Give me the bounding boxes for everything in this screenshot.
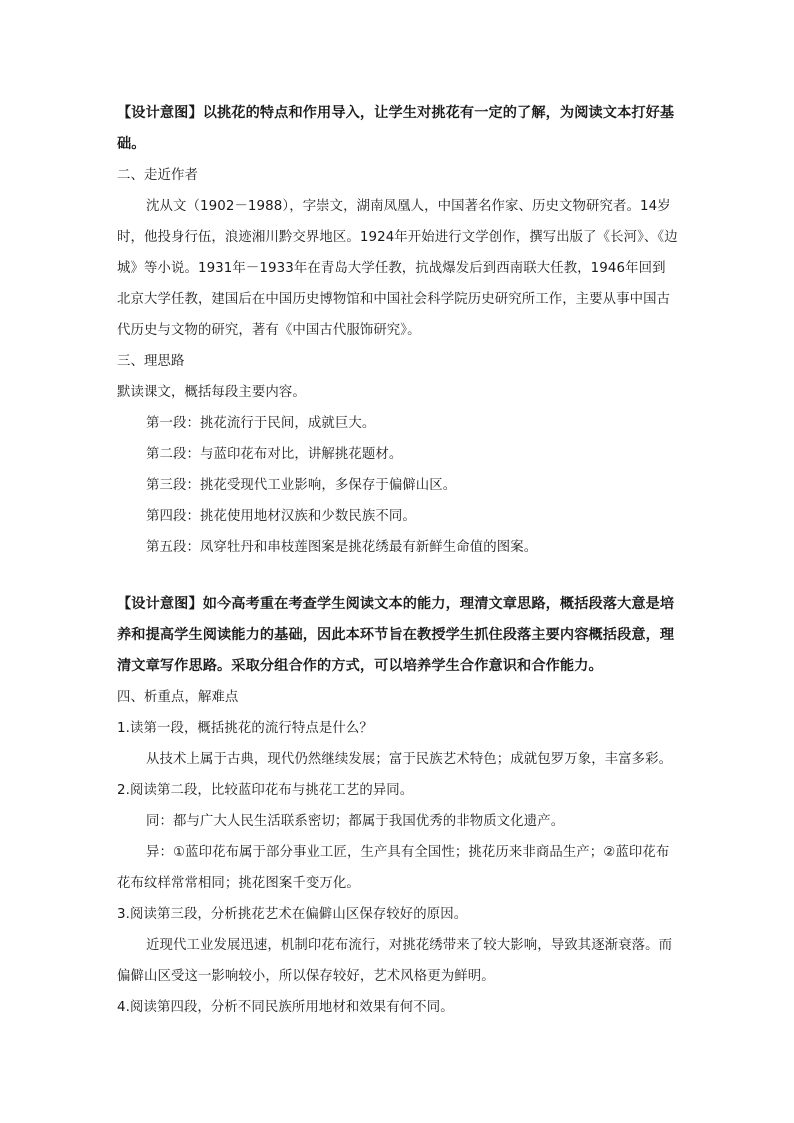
answer-2-similarities: 同：都与广大人民生活联系密切；都属于我国优秀的非物质文化遗产。 <box>146 814 565 829</box>
paragraph-summary-3: 第三段：挑花受现代工业影响，多保存于偏僻山区。 <box>146 478 457 493</box>
section-heading-structure: 三、理思路 <box>117 354 185 369</box>
answer-2-differences: 异：①蓝印花布属于部分事业工匠，生产具有全国性；挑花历来非商品生产；②蓝印花布花布纹样常常相同；挑花图案千变万化。 <box>117 845 670 891</box>
question-1: 1.读第一段，概括挑花的流行特点是什么？ <box>117 721 373 736</box>
answer-3: 近现代工业发展迅速，机制印花布流行，对挑花绣带来了较大影响，导致其逐渐衰落。而偏僻山区受这一影响较小，所以保存较好，艺术风格更为鲜明。 <box>117 938 673 984</box>
paragraph-summary-4: 第四段：挑花使用地材汉族和少数民族不同。 <box>146 509 416 524</box>
author-bio: 沈从文（1902－1988），字崇文，湖南凤凰人，中国著名作家、历史文物研究者。14岁时，他投身行伍，浪迹湘川黔交界地区。1924年开始进行文学创作，撰写出版了《长河》、《边城》等小说。1931年－1933年在青岛大学任教，抗战爆发后到西南联大任教，1946年回到北京大学任教，建国后在中国历史博物馆和中国社会科学院历史研究所工作，主要从事中国古代历史与文物的研究，著有《中国古代服饰研究》。 <box>117 199 678 338</box>
answer-1: 从技术上属于古典，现代仍然继续发展；富于民族艺术特色；成就包罗万象，丰富多彩。 <box>146 752 673 767</box>
instruction-text: 默读课文，概括每段主要内容。 <box>117 385 306 400</box>
document-body <box>117 98 679 1023</box>
question-3: 3.阅读第三段，分析挑花艺术在偏僻山区保存较好的原因。 <box>117 907 468 922</box>
section-heading-analysis: 四、析重点，解难点 <box>117 690 239 705</box>
design-intent-2: 【设计意图】如今高考重在考查学生阅读文本的能力，理清文章思路，概括段落大意是培养和提高学生阅读能力的基础，因此本环节旨在教授学生抓住段落主要内容概括段意，理清文章写作思路。采取分组合作的方式，可以培养学生合作意识和合作能力。 <box>117 596 675 674</box>
question-4: 4.阅读第四段，分析不同民族所用地材和效果有何不同。 <box>117 1000 454 1015</box>
paragraph-summary-5: 第五段：凤穿牡丹和串枝莲图案是挑花绣最有新鲜生命值的图案。 <box>146 540 538 555</box>
paragraph-summary-2: 第二段：与蓝印花布对比，讲解挑花题材。 <box>146 447 403 462</box>
design-intent-1: 【设计意图】以挑花的特点和作用导入，让学生对挑花有一定的了解，为阅读文本打好基础。 <box>117 105 675 152</box>
question-2: 2.阅读第二段，比较蓝印花布与挑花工艺的异同。 <box>117 783 414 798</box>
paragraph-summary-1: 第一段：挑花流行于民间，成就巨大。 <box>146 416 376 431</box>
section-heading-author: 二、走近作者 <box>117 168 198 183</box>
